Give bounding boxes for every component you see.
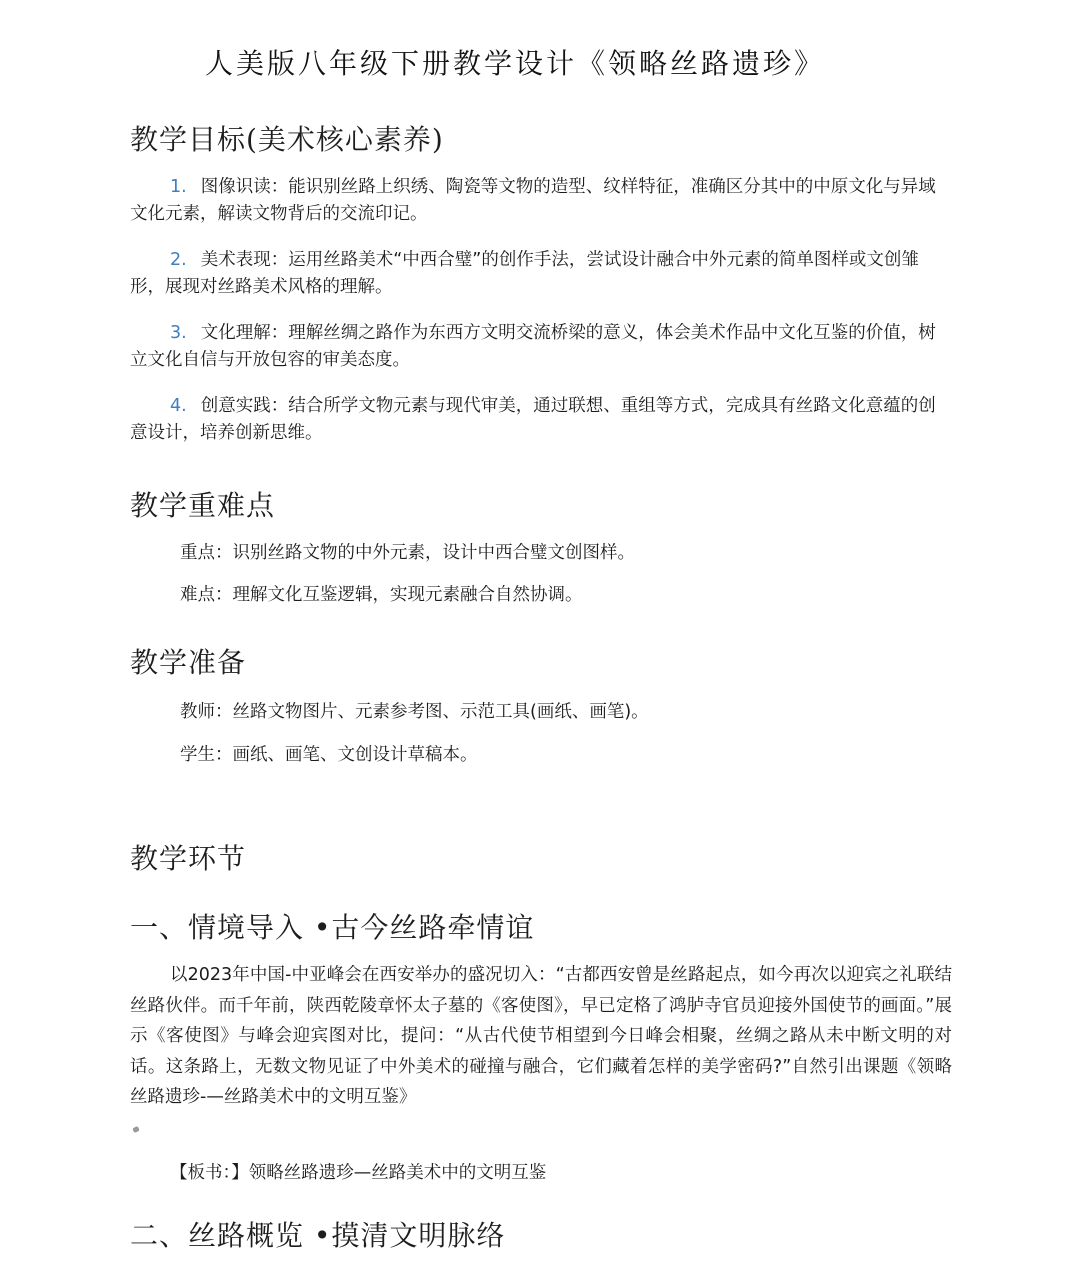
keypoints-heading: 教学重难点 <box>130 489 276 522</box>
goal-number: 4. <box>170 396 187 416</box>
goal-text: 文化理解：理解丝绸之路作为东西方文明交流桥梁的意义，体会美术作品中文化互鉴的价值，树立文化自信与开放包容的审美态度。 <box>130 323 936 370</box>
prep-heading: 教学准备 <box>130 646 247 679</box>
stray-mark <box>132 1126 140 1133</box>
goals-heading: 教学目标(美术核心素养) <box>130 123 444 156</box>
teacher-prep-line: 教师：丝路文物图片、元素参考图、示范工具(画纸、画笔)。 <box>180 702 649 722</box>
goal-number: 1. <box>170 177 187 197</box>
student-prep-line: 学生：画纸、画笔、文创设计草稿本。 <box>180 745 478 765</box>
goal-text: 图像识读：能识别丝路上织绣、陶瓷等文物的造型、纹样特征，准确区分其中的中原文化与异域文化元素，解读文物背后的交流印记。 <box>130 177 936 224</box>
process-heading: 教学环节 <box>130 842 247 875</box>
document-title: 人美版八年级下册教学设计《领略丝路遗珍》 <box>204 47 825 80</box>
goal-item-3 <box>130 320 950 374</box>
board-note: 【板书：】领略丝路遗珍—丝路美术中的文明互鉴 <box>170 1163 547 1183</box>
focus-line: 重点：识别丝路文物的中外元素，设计中西合璧文创图样。 <box>180 543 635 563</box>
difficulty-line: 难点：理解文化互鉴逻辑，实现元素融合自然协调。 <box>180 585 583 605</box>
goal-item-2 <box>130 247 950 301</box>
section-1-heading: 一、情境导入 •古今丝路牵情谊 <box>130 911 535 944</box>
goal-item-1 <box>130 174 950 228</box>
goal-text: 美术表现：运用丝路美术“中西合璧”的创作手法，尝试设计融合中外元素的简单图样或文创雏形，展现对丝路美术风格的理解。 <box>130 250 919 297</box>
section-1-paragraph: 以2023年中国-中亚峰会在西安举办的盛况切入：“古都西安曾是丝路起点，如今再次以迎宾之礼联结丝路伙伴。而千年前，陕西乾陵章怀太子墓的《客使图》，早已定格了鸿胪寺官员迎接外国使节的画面。”展示《客使图》与峰会迎宾图对比，提问：“从古代使节相望到今日峰会相聚，丝绸之路从未中断文明的对话。这条路上，无数文物见证了中外美术的碰撞与融合，它们藏着怎样的美学密码?”自然引出课题《领略丝路遗珍-—丝路美术中的文明互鉴》 <box>130 965 952 1107</box>
section-2-heading: 二、丝路概览 •摸清文明脉络 <box>130 1219 506 1252</box>
goal-number: 2. <box>170 250 187 270</box>
goal-text: 创意实践：结合所学文物元素与现代审美，通过联想、重组等方式，完成具有丝路文化意蕴的创意设计，培养创新思维。 <box>130 396 936 443</box>
goal-number: 3. <box>170 323 187 343</box>
goal-item-4 <box>130 393 950 447</box>
